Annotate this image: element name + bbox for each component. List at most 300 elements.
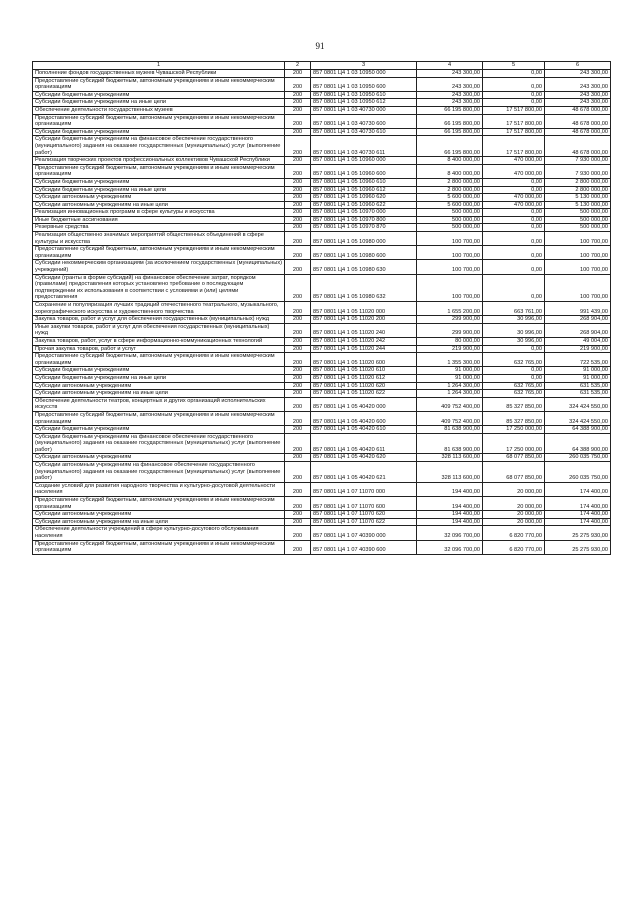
row-admin-code-cell: 200: [285, 70, 311, 78]
row-name-cell: Обеспечение деятельности театров, концертных и других организаций исполнительских искусств: [33, 397, 285, 411]
row-total-cell: 500 000,00: [545, 224, 611, 232]
row-total-cell: 174 400,00: [545, 482, 611, 496]
row-change-cell: 0,00: [483, 216, 545, 224]
row-name-cell: Предоставление субсидий бюджетным, автономным учреждениям и иным некоммерческим организациям: [33, 246, 285, 260]
table-row: [33, 224, 611, 232]
row-amount-cell: 100 700,00: [417, 274, 483, 301]
row-admin-code-cell: 200: [285, 224, 311, 232]
row-amount-cell: 500 000,00: [417, 224, 483, 232]
table-row: [33, 164, 611, 178]
row-budget-code-cell: 857 0801 Ц4 1 05 40420 621: [311, 462, 417, 483]
table-row: [33, 274, 611, 301]
row-name-cell: Иные закупки товаров, работ и услуг для обеспечения государственных (муниципальных) нужд: [33, 323, 285, 337]
row-budget-code-cell: 857 0801 Ц4 1 07 40390 600: [311, 540, 417, 554]
row-budget-code-cell: 857 0801 Ц4 1 05 10960 600: [311, 164, 417, 178]
row-name-cell: Субсидии бюджетным учреждениям на финансовое обеспечение государственного (муниципального) задания на оказание государственных (муниципальных) услуг (выполнение работ): [33, 136, 285, 157]
row-name-cell: Резервные средства: [33, 224, 285, 232]
row-budget-code-cell: 857 0801 Ц4 1 05 11020 610: [311, 367, 417, 375]
row-total-cell: 48 678 000,00: [545, 114, 611, 128]
row-change-cell: 6 820 770,00: [483, 540, 545, 554]
row-amount-cell: 5 600 000,00: [417, 201, 483, 209]
row-amount-cell: 409 752 400,00: [417, 397, 483, 411]
row-admin-code-cell: 200: [285, 411, 311, 425]
row-change-cell: 0,00: [483, 246, 545, 260]
row-amount-cell: 500 000,00: [417, 209, 483, 217]
page-number: 91: [315, 41, 325, 51]
row-amount-cell: 66 195 800,00: [417, 136, 483, 157]
row-total-cell: 100 700,00: [545, 232, 611, 246]
row-admin-code-cell: 200: [285, 128, 311, 136]
table-row: [33, 302, 611, 316]
row-change-cell: 632 765,00: [483, 353, 545, 367]
row-amount-cell: 100 700,00: [417, 246, 483, 260]
table-row: [33, 411, 611, 425]
table-row: [33, 70, 611, 78]
table-row: [33, 201, 611, 209]
row-budget-code-cell: 857 0801 Ц4 1 03 40730 611: [311, 136, 417, 157]
row-change-cell: 0,00: [483, 224, 545, 232]
row-amount-cell: 500 000,00: [417, 216, 483, 224]
row-change-cell: 85 327 850,00: [483, 411, 545, 425]
row-admin-code-cell: 200: [285, 209, 311, 217]
table-header-row: [33, 62, 611, 70]
row-admin-code-cell: 200: [285, 186, 311, 194]
row-admin-code-cell: 200: [285, 274, 311, 301]
table-row: [33, 186, 611, 194]
row-change-cell: 0,00: [483, 70, 545, 78]
row-budget-code-cell: 857 0801 Ц4 1 05 10980 632: [311, 274, 417, 301]
row-change-cell: 20 000,00: [483, 482, 545, 496]
row-total-cell: 324 424 550,00: [545, 397, 611, 411]
row-amount-cell: 243 300,00: [417, 99, 483, 107]
column-header: 6: [545, 62, 611, 70]
row-budget-code-cell: 857 0801 Ц4 1 05 40420 600: [311, 411, 417, 425]
row-admin-code-cell: 200: [285, 337, 311, 345]
row-total-cell: 631 535,00: [545, 390, 611, 398]
table-row: [33, 232, 611, 246]
row-budget-code-cell: 857 0801 Ц4 1 05 40420 610: [311, 426, 417, 434]
row-amount-cell: 1 264 300,00: [417, 390, 483, 398]
row-budget-code-cell: 857 0801 Ц4 1 07 11070 000: [311, 482, 417, 496]
table-row: [33, 511, 611, 519]
row-admin-code-cell: 200: [285, 540, 311, 554]
row-budget-code-cell: 857 0801 Ц4 1 03 10950 612: [311, 99, 417, 107]
row-change-cell: 17 250 000,00: [483, 433, 545, 454]
table-row: [33, 540, 611, 554]
row-change-cell: 470 000,00: [483, 201, 545, 209]
row-total-cell: 722 535,00: [545, 353, 611, 367]
table-row: [33, 91, 611, 99]
row-admin-code-cell: 200: [285, 77, 311, 91]
row-change-cell: 632 765,00: [483, 390, 545, 398]
row-admin-code-cell: 200: [285, 316, 311, 324]
row-amount-cell: 5 600 000,00: [417, 194, 483, 202]
row-change-cell: 68 077 850,00: [483, 462, 545, 483]
row-admin-code-cell: 200: [285, 497, 311, 511]
row-total-cell: 2 800 000,00: [545, 186, 611, 194]
row-total-cell: 260 035 750,00: [545, 454, 611, 462]
row-admin-code-cell: 200: [285, 106, 311, 114]
row-amount-cell: 328 113 600,00: [417, 462, 483, 483]
row-change-cell: 6 820 770,00: [483, 526, 545, 540]
row-amount-cell: 243 300,00: [417, 77, 483, 91]
row-budget-code-cell: 857 0801 Ц4 1 07 11070 620: [311, 511, 417, 519]
row-name-cell: Предоставление субсидий бюджетным, автономным учреждениям и иным некоммерческим организациям: [33, 497, 285, 511]
row-budget-code-cell: 857 0801 Ц4 1 07 11070 622: [311, 518, 417, 526]
row-admin-code-cell: 200: [285, 323, 311, 337]
row-change-cell: 0,00: [483, 374, 545, 382]
row-change-cell: 663 761,00: [483, 302, 545, 316]
row-budget-code-cell: 857 0801 Ц4 1 07 11070 600: [311, 497, 417, 511]
row-admin-code-cell: 200: [285, 345, 311, 353]
row-admin-code-cell: 200: [285, 518, 311, 526]
row-name-cell: Иные бюджетные ассигнования: [33, 216, 285, 224]
row-amount-cell: 2 800 000,00: [417, 178, 483, 186]
row-amount-cell: 81 638 900,00: [417, 433, 483, 454]
row-total-cell: 7 930 000,00: [545, 157, 611, 165]
row-name-cell: Закупка товаров, работ, услуг в сфере информационно-коммуникационных технологий: [33, 337, 285, 345]
row-change-cell: 0,00: [483, 209, 545, 217]
row-total-cell: 991 439,00: [545, 302, 611, 316]
row-name-cell: Создание условий для развития народного творчества и культурно-досуговой деятельности населения: [33, 482, 285, 496]
row-budget-code-cell: 857 0801 Ц4 1 05 10970 000: [311, 209, 417, 217]
table-row: [33, 345, 611, 353]
row-amount-cell: 194 400,00: [417, 518, 483, 526]
row-name-cell: Реализация инновационных программ в сфере культуры и искусства: [33, 209, 285, 217]
row-amount-cell: 66 195 800,00: [417, 114, 483, 128]
row-admin-code-cell: 200: [285, 390, 311, 398]
row-budget-code-cell: 857 0801 Ц4 1 05 10960 620: [311, 194, 417, 202]
table-row: [33, 382, 611, 390]
row-change-cell: 17 517 800,00: [483, 136, 545, 157]
table-row: [33, 482, 611, 496]
row-change-cell: 30 996,00: [483, 337, 545, 345]
table-row: [33, 353, 611, 367]
row-amount-cell: 8 400 000,00: [417, 157, 483, 165]
row-budget-code-cell: 857 0801 Ц4 1 05 40420 611: [311, 433, 417, 454]
row-change-cell: 0,00: [483, 345, 545, 353]
row-change-cell: 0,00: [483, 178, 545, 186]
row-change-cell: 20 000,00: [483, 518, 545, 526]
row-name-cell: Предоставление субсидий бюджетным, автономным учреждениям и иным некоммерческим организациям: [33, 411, 285, 425]
row-admin-code-cell: 200: [285, 382, 311, 390]
row-amount-cell: 66 195 800,00: [417, 106, 483, 114]
row-total-cell: 324 424 550,00: [545, 411, 611, 425]
row-amount-cell: 1 655 200,00: [417, 302, 483, 316]
column-header: 4: [417, 62, 483, 70]
row-admin-code-cell: 200: [285, 367, 311, 375]
row-amount-cell: 100 700,00: [417, 260, 483, 274]
row-admin-code-cell: 200: [285, 201, 311, 209]
row-total-cell: 500 000,00: [545, 209, 611, 217]
row-budget-code-cell: 857 0801 Ц4 1 05 11020 612: [311, 374, 417, 382]
row-name-cell: Закупка товаров, работ и услуг для обеспечения государственных (муниципальных) нужд: [33, 316, 285, 324]
row-budget-code-cell: 857 0801 Ц4 1 03 40730 000: [311, 106, 417, 114]
row-admin-code-cell: 200: [285, 99, 311, 107]
table-row: [33, 462, 611, 483]
row-admin-code-cell: 200: [285, 397, 311, 411]
row-name-cell: Субсидии бюджетным учреждениям на финансовое обеспечение государственного (муниципального) задания на оказание государственных (муниципальных) услуг (выполнение работ): [33, 433, 285, 454]
table-row: [33, 390, 611, 398]
row-name-cell: Субсидии автономным учреждениям на иные цели: [33, 518, 285, 526]
row-admin-code-cell: 200: [285, 454, 311, 462]
table-row: [33, 397, 611, 411]
row-name-cell: Реализация творческих проектов профессиональных коллективов Чувашской Республики: [33, 157, 285, 165]
table-row: [33, 246, 611, 260]
table-row: [33, 497, 611, 511]
table-row: [33, 209, 611, 217]
row-total-cell: 100 700,00: [545, 246, 611, 260]
row-name-cell: Субсидии бюджетным учреждениям на иные цели: [33, 374, 285, 382]
column-header: 3: [311, 62, 417, 70]
row-name-cell: Предоставление субсидий бюджетным, автономным учреждениям и иным некоммерческим организациям: [33, 164, 285, 178]
row-amount-cell: 409 752 400,00: [417, 411, 483, 425]
row-total-cell: 631 535,00: [545, 382, 611, 390]
row-budget-code-cell: 857 0801 Ц4 1 05 11020 620: [311, 382, 417, 390]
row-total-cell: 5 130 000,00: [545, 194, 611, 202]
table-row: [33, 526, 611, 540]
row-amount-cell: 91 000,00: [417, 374, 483, 382]
row-total-cell: 260 035 750,00: [545, 462, 611, 483]
row-budget-code-cell: 857 0801 Ц4 1 05 11020 000: [311, 302, 417, 316]
row-amount-cell: 1 264 300,00: [417, 382, 483, 390]
row-total-cell: 100 700,00: [545, 274, 611, 301]
row-name-cell: Субсидии автономным учреждениям на финансовое обеспечение государственного (муниципального) задания на оказание государственных (муниципальных) услуг (выполнение работ): [33, 462, 285, 483]
row-budget-code-cell: 857 0801 Ц4 1 05 40420 000: [311, 397, 417, 411]
row-change-cell: 632 765,00: [483, 382, 545, 390]
row-budget-code-cell: 857 0801 Ц4 1 05 10980 000: [311, 232, 417, 246]
row-total-cell: 243 300,00: [545, 91, 611, 99]
row-change-cell: 85 327 850,00: [483, 397, 545, 411]
row-change-cell: 470 000,00: [483, 157, 545, 165]
row-name-cell: Субсидии автономным учреждениям: [33, 194, 285, 202]
row-admin-code-cell: 200: [285, 157, 311, 165]
row-total-cell: 268 904,00: [545, 323, 611, 337]
row-amount-cell: 243 300,00: [417, 91, 483, 99]
table-row: [33, 136, 611, 157]
row-amount-cell: 299 900,00: [417, 316, 483, 324]
table-row: [33, 374, 611, 382]
row-name-cell: Субсидии автономным учреждениям: [33, 511, 285, 519]
row-change-cell: 470 000,00: [483, 194, 545, 202]
row-budget-code-cell: 857 0801 Ц4 1 05 11020 240: [311, 323, 417, 337]
row-total-cell: 91 000,00: [545, 367, 611, 375]
row-budget-code-cell: 857 0801 Ц4 1 03 40730 600: [311, 114, 417, 128]
row-budget-code-cell: 857 0801 Ц4 1 05 40420 620: [311, 454, 417, 462]
row-total-cell: 48 678 000,00: [545, 128, 611, 136]
row-total-cell: 48 678 000,00: [545, 136, 611, 157]
row-amount-cell: 219 900,00: [417, 345, 483, 353]
row-name-cell: Обеспечение деятельности учреждений в сфере культурно-досугового обслуживания населения: [33, 526, 285, 540]
row-admin-code-cell: 200: [285, 374, 311, 382]
row-admin-code-cell: 200: [285, 526, 311, 540]
row-name-cell: Субсидии бюджетным учреждениям: [33, 426, 285, 434]
row-budget-code-cell: 857 0801 Ц4 1 05 10980 630: [311, 260, 417, 274]
row-amount-cell: 194 400,00: [417, 511, 483, 519]
row-budget-code-cell: 857 0801 Ц4 1 05 10960 000: [311, 157, 417, 165]
row-change-cell: 470 000,00: [483, 164, 545, 178]
row-admin-code-cell: 200: [285, 194, 311, 202]
row-admin-code-cell: 200: [285, 216, 311, 224]
table-row: [33, 178, 611, 186]
row-total-cell: 25 275 930,00: [545, 540, 611, 554]
row-budget-code-cell: 857 0801 Ц4 1 03 10950 600: [311, 77, 417, 91]
row-total-cell: 64 388 900,00: [545, 426, 611, 434]
row-admin-code-cell: 200: [285, 260, 311, 274]
row-amount-cell: 66 195 800,00: [417, 128, 483, 136]
table-row: [33, 316, 611, 324]
row-change-cell: 0,00: [483, 260, 545, 274]
row-budget-code-cell: 857 0801 Ц4 1 05 10970 800: [311, 216, 417, 224]
row-name-cell: Субсидии (гранты в форме субсидий) на финансовое обеспечение затрат, порядком (правилами) предоставления которых установлено требование о последующем подтверждении их использования в соответствии с условиями и (или) целями предоставления: [33, 274, 285, 301]
table-row: [33, 216, 611, 224]
row-admin-code-cell: 200: [285, 462, 311, 483]
row-admin-code-cell: 200: [285, 482, 311, 496]
row-amount-cell: 32 096 700,00: [417, 540, 483, 554]
row-name-cell: Предоставление субсидий бюджетным, автономным учреждениям и иным некоммерческим организациям: [33, 114, 285, 128]
row-total-cell: 243 300,00: [545, 70, 611, 78]
row-change-cell: 0,00: [483, 77, 545, 91]
row-amount-cell: 1 355 300,00: [417, 353, 483, 367]
row-name-cell: Субсидии бюджетным учреждениям: [33, 178, 285, 186]
row-amount-cell: 194 400,00: [417, 497, 483, 511]
row-budget-code-cell: 857 0801 Ц4 1 05 11020 622: [311, 390, 417, 398]
column-header: 2: [285, 62, 311, 70]
row-total-cell: 174 400,00: [545, 497, 611, 511]
row-budget-code-cell: 857 0801 Ц4 1 03 40730 610: [311, 128, 417, 136]
row-change-cell: 30 996,00: [483, 316, 545, 324]
row-admin-code-cell: 200: [285, 426, 311, 434]
row-amount-cell: 81 638 900,00: [417, 426, 483, 434]
row-admin-code-cell: 200: [285, 164, 311, 178]
row-total-cell: 243 300,00: [545, 77, 611, 91]
row-change-cell: 68 077 850,00: [483, 454, 545, 462]
row-total-cell: 268 904,00: [545, 316, 611, 324]
row-name-cell: Предоставление субсидий бюджетным, автономным учреждениям и иным некоммерческим организациям: [33, 353, 285, 367]
table-row: [33, 106, 611, 114]
row-total-cell: 91 000,00: [545, 374, 611, 382]
budget-table: [32, 61, 611, 555]
row-change-cell: 17 250 000,00: [483, 426, 545, 434]
row-budget-code-cell: 857 0801 Ц4 1 05 10980 600: [311, 246, 417, 260]
row-amount-cell: 243 300,00: [417, 70, 483, 78]
row-change-cell: 17 517 800,00: [483, 106, 545, 114]
row-change-cell: 0,00: [483, 367, 545, 375]
row-budget-code-cell: 857 0801 Ц4 1 05 11020 200: [311, 316, 417, 324]
row-name-cell: Реализация общественно значимых мероприятий общественных объединений в сфере культуры и искусства: [33, 232, 285, 246]
row-admin-code-cell: 200: [285, 353, 311, 367]
row-amount-cell: 299 900,00: [417, 323, 483, 337]
row-amount-cell: 91 000,00: [417, 367, 483, 375]
row-name-cell: Субсидии автономным учреждениям: [33, 454, 285, 462]
row-amount-cell: 8 400 000,00: [417, 164, 483, 178]
row-budget-code-cell: 857 0801 Ц4 1 03 10950 610: [311, 91, 417, 99]
row-total-cell: 500 000,00: [545, 216, 611, 224]
row-name-cell: Прочая закупка товаров, работ и услуг: [33, 345, 285, 353]
row-budget-code-cell: 857 0801 Ц4 1 05 11020 244: [311, 345, 417, 353]
row-name-cell: Субсидии автономным учреждениям на иные цели: [33, 201, 285, 209]
row-change-cell: 0,00: [483, 274, 545, 301]
table-row: [33, 426, 611, 434]
row-amount-cell: 100 700,00: [417, 232, 483, 246]
row-change-cell: 17 517 800,00: [483, 114, 545, 128]
row-amount-cell: 2 800 000,00: [417, 186, 483, 194]
row-change-cell: 0,00: [483, 186, 545, 194]
row-name-cell: Субсидии бюджетным учреждениям: [33, 91, 285, 99]
row-budget-code-cell: 857 0801 Ц4 1 05 10960 610: [311, 178, 417, 186]
row-change-cell: 0,00: [483, 91, 545, 99]
row-admin-code-cell: 200: [285, 433, 311, 454]
table-row: [33, 77, 611, 91]
row-total-cell: 25 275 930,00: [545, 526, 611, 540]
row-name-cell: Субсидии бюджетным учреждениям: [33, 367, 285, 375]
row-budget-code-cell: 857 0801 Ц4 1 05 10970 870: [311, 224, 417, 232]
row-name-cell: Субсидии автономным учреждениям: [33, 382, 285, 390]
row-total-cell: 7 930 000,00: [545, 164, 611, 178]
row-admin-code-cell: 200: [285, 91, 311, 99]
column-header: 1: [33, 62, 285, 70]
table-row: [33, 454, 611, 462]
row-change-cell: 17 517 800,00: [483, 128, 545, 136]
row-total-cell: 49 004,00: [545, 337, 611, 345]
row-total-cell: 5 130 000,00: [545, 201, 611, 209]
row-admin-code-cell: 200: [285, 136, 311, 157]
row-amount-cell: 32 096 700,00: [417, 526, 483, 540]
table-row: [33, 128, 611, 136]
row-change-cell: 20 000,00: [483, 497, 545, 511]
row-name-cell: Пополнение фондов государственных музеев Чувашской Республики: [33, 70, 285, 78]
row-name-cell: Субсидии бюджетным учреждениям: [33, 128, 285, 136]
row-budget-code-cell: 857 0801 Ц4 1 05 10960 622: [311, 201, 417, 209]
row-admin-code-cell: 200: [285, 246, 311, 260]
row-name-cell: Субсидии некоммерческим организациям (за исключением государственных (муниципальных) учреждений): [33, 260, 285, 274]
row-total-cell: 219 900,00: [545, 345, 611, 353]
row-budget-code-cell: 857 0801 Ц4 1 05 11020 242: [311, 337, 417, 345]
table-row: [33, 323, 611, 337]
row-admin-code-cell: 200: [285, 178, 311, 186]
table-row: [33, 260, 611, 274]
row-total-cell: 64 388 900,00: [545, 433, 611, 454]
row-name-cell: Предоставление субсидий бюджетным, автономным учреждениям и иным некоммерческим организациям: [33, 540, 285, 554]
row-total-cell: 100 700,00: [545, 260, 611, 274]
row-name-cell: Предоставление субсидий бюджетным, автономным учреждениям и иным некоммерческим организациям: [33, 77, 285, 91]
row-name-cell: Обеспечение деятельности государственных музеев: [33, 106, 285, 114]
row-budget-code-cell: 857 0801 Ц4 1 05 11020 600: [311, 353, 417, 367]
row-total-cell: 174 400,00: [545, 518, 611, 526]
row-name-cell: Субсидии автономным учреждениям на иные цели: [33, 390, 285, 398]
row-name-cell: Сохранение и популяризация лучших традиций отечественного театрального, музыкального, хореографического искусства и художественного творчества: [33, 302, 285, 316]
row-change-cell: 30 996,00: [483, 323, 545, 337]
row-budget-code-cell: 857 0801 Ц4 1 05 10960 612: [311, 186, 417, 194]
row-name-cell: Субсидии бюджетным учреждениям на иные цели: [33, 186, 285, 194]
row-total-cell: 2 800 000,00: [545, 178, 611, 186]
table-row: [33, 367, 611, 375]
row-budget-code-cell: 857 0801 Ц4 1 03 10950 000: [311, 70, 417, 78]
table-row: [33, 518, 611, 526]
row-budget-code-cell: 857 0801 Ц4 1 07 40390 000: [311, 526, 417, 540]
table-row: [33, 433, 611, 454]
table-body: [33, 70, 611, 555]
row-total-cell: 48 678 000,00: [545, 106, 611, 114]
table-row: [33, 114, 611, 128]
row-change-cell: 0,00: [483, 232, 545, 246]
row-amount-cell: 328 113 600,00: [417, 454, 483, 462]
table-row: [33, 157, 611, 165]
row-admin-code-cell: 200: [285, 232, 311, 246]
row-name-cell: Субсидии бюджетным учреждениям на иные цели: [33, 99, 285, 107]
row-admin-code-cell: 200: [285, 511, 311, 519]
row-admin-code-cell: 200: [285, 302, 311, 316]
